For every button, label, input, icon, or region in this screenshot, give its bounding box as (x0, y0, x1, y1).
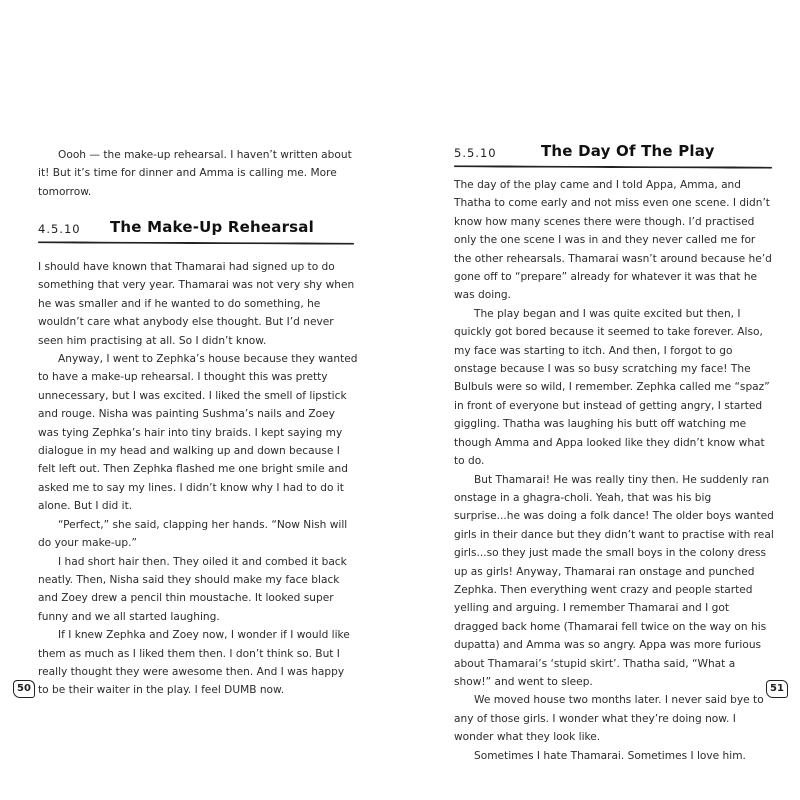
left-intro-text (38, 146, 358, 201)
paragraph: The play began and I was quite excited but then, I quickly got bored because it seemed to take forever. Also, my face was starting to itch. And then, I forgot to go onstage because I was so busy scratching my face! The Bulbuls were so wild, I remember. Zephka called me “spaz” in front of everyone but instead of getting angry, I started giggling. Thatha was laughing his butt off watching me though Amma and Appa looked like they didn’t know what to do. (454, 307, 770, 468)
heading-underline (454, 165, 772, 168)
paragraph: But Thamarai! He was really tiny then. He suddenly ran onstage in a ghagra-choli. Yeah, that was his big surprise...he was doing a folk dance! The older boys wanted girls in their dance but they didn’t want to practise with real girls...so they just made the small boys in the colony dress up as girls! Anyway, Thamarai ran onstage and punched Zephka. Then everything went crazy and people started yelling and arguing. I remember Thamarai and I got dragged back home (Thamarai fell twice on the way on his dupatta) and Amma was so angry. Appa was more furious about Thamarai’s ‘stupid skirt’. Thatha said, “What a show!” and went to sleep. (454, 473, 774, 688)
right-heading (454, 138, 772, 170)
entry-date: 5.5.10 (454, 146, 497, 160)
paragraph: Oooh — the make-up rehearsal. I haven’t written about it! But it’s time for dinner and Amma is calling me. More tomorrow. (38, 149, 352, 198)
page-number: 51 (766, 680, 788, 698)
entry-title: The Day Of The Play (541, 142, 715, 160)
heading-underline (38, 241, 354, 244)
entry-date: 4.5.10 (38, 222, 81, 236)
paragraph: We moved house two months later. I never said bye to any of those girls. I wonder what they’re doing now. I wonder what they look like. (454, 694, 764, 744)
paragraph: “Perfect,” she said, clapping her hands. “Now Nish will do your make-up.” (38, 518, 348, 550)
paragraph: If I knew Zephka and Zoey now, I wonder if I would like them as much as I liked them then. I don’t think so. But I really thought they were awesome then. And I was happy to be their waiter in the play. I feel DUMB now. (38, 629, 350, 697)
paragraph: Anyway, I went to Zephka’s house because they wanted to have a make-up rehearsal. I thought this was pretty unnecessary, but I was excited. I liked the smell of lipstick and rouge. Nisha was painting Sushma’s nails and Zoey was tying Zephka’s hair into tiny braids. I kept saying my dialogue in my head and walking up and down because I felt left out. Then Zephka flashed me one bright smile and asked me to say my lines. I didn’t know why I had to do it alone. But I did it. (38, 353, 358, 513)
page-number: 50 (13, 680, 35, 698)
entry-title: The Make-Up Rehearsal (110, 218, 314, 236)
paragraph: Sometimes I hate Thamarai. Sometimes I love him. (474, 749, 746, 762)
paragraph: I should have known that Thamarai had signed up to do something that very year. Thamarai was not very shy when he was smaller and if he wanted to do something, he wouldn’t care what anybody else thought. But I’d never seen him practising at all. So I didn’t know. (38, 261, 355, 347)
paragraph: I had short hair then. They oiled it and combed it back neatly. Then, Nisha said they should make my face black and Zoey drew a pencil thin moustache. It looked super funny and we all started laughing. (38, 555, 347, 623)
paragraph: The day of the play came and I told Appa, Amma, and Thatha to come early and not miss even one scene. I didn’t know how many scenes there were though. I’d practised only the one scene I was in and they never called me for the other rehearsals. Thamarai wasn’t around because he’d gone off to “prepare” already for whatever it was that he was doing. (454, 179, 772, 302)
right-page (400, 0, 800, 800)
right-body-text (454, 176, 774, 765)
left-body-text (38, 258, 358, 700)
left-heading (38, 214, 354, 246)
